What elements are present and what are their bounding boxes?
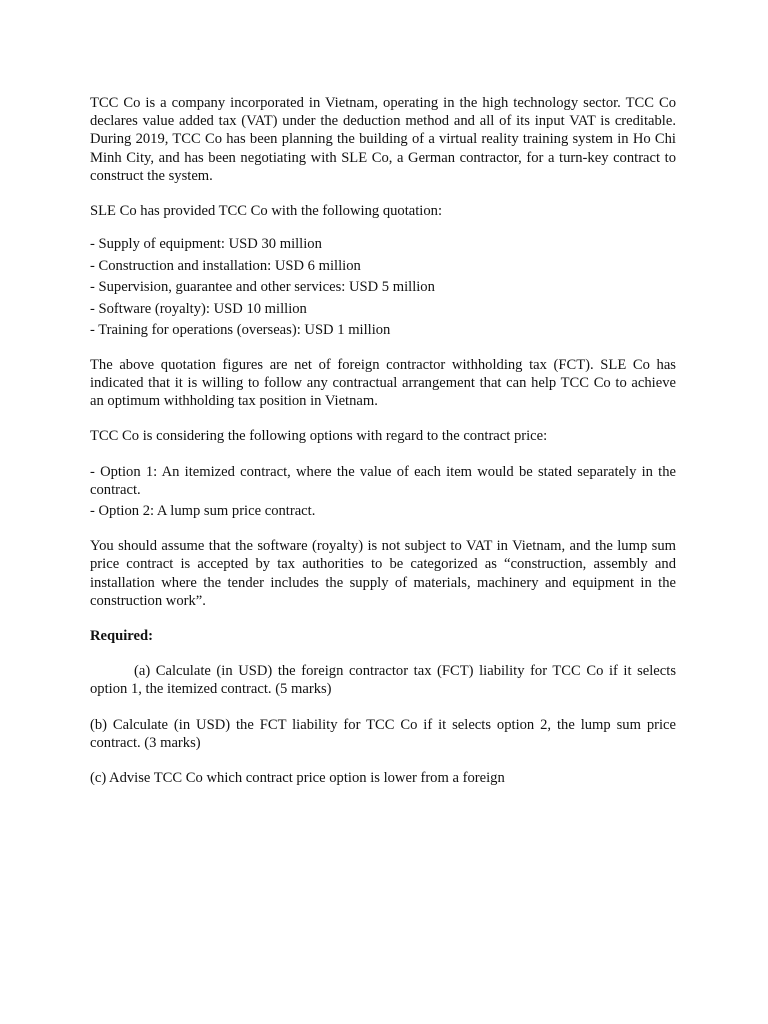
document-page xyxy=(90,94,676,787)
quotation-item-construction: - Construction and installation: USD 6 million xyxy=(90,257,361,274)
fct-paragraph: The above quotation figures are net of foreign contractor withholding tax (FCT). SLE Co has indicated that it is willing to follow any contractual arrangement that can help TCC Co to achieve an optimum withholding tax position in Vietnam. xyxy=(90,356,676,410)
quotation-intro: SLE Co has provided TCC Co with the following quotation: xyxy=(90,203,442,220)
options-list xyxy=(90,463,676,521)
quotation-item-software: - Software (royalty): USD 10 million xyxy=(90,300,307,317)
option-2: - Option 2: A lump sum price contract. xyxy=(90,502,316,519)
quotation-item-equipment: - Supply of equipment: USD 30 million xyxy=(90,236,322,253)
required-part-a: (a) Calculate (in USD) the foreign contractor tax (FCT) liability for TCC Co if it selects option 1, the itemized contract. (5 marks) xyxy=(90,663,676,698)
quotation-item-supervision: - Supervision, guarantee and other services: USD 5 million xyxy=(90,279,435,296)
assumption-paragraph: You should assume that the software (royalty) is not subject to VAT in Vietnam, and the lump sum price contract is accepted by tax authorities to be categorized as “construction, assembly and installation where the tender includes the supply of materials, machinery and equipment in the construction work”. xyxy=(90,538,676,609)
options-intro: TCC Co is considering the following options with regard to the contract price: xyxy=(90,428,548,445)
intro-paragraph: TCC Co is a company incorporated in Vietnam, operating in the high technology sector. TCC Co declares value added tax (VAT) under the deduction method and all of its input VAT is creditable. During 2019, TCC Co has been planning the building of a virtual reality training system in Ho Chi Minh City, and has been negotiating with SLE Co, a German contractor, for a turn-key contract to construct the system. xyxy=(90,95,676,184)
option-1: - Option 1: An itemized contract, where the value of each item would be stated separately in the contract. xyxy=(90,463,676,498)
required-heading: Required: xyxy=(90,627,153,644)
quotation-item-training: - Training for operations (overseas): USD 1 million xyxy=(90,322,391,339)
quotation-list xyxy=(90,234,676,342)
required-part-b: (b) Calculate (in USD) the FCT liability for TCC Co if it selects option 2, the lump sum price contract. (3 marks) xyxy=(90,716,676,751)
required-part-c: (c) Advise TCC Co which contract price option is lower from a foreign xyxy=(90,769,505,786)
